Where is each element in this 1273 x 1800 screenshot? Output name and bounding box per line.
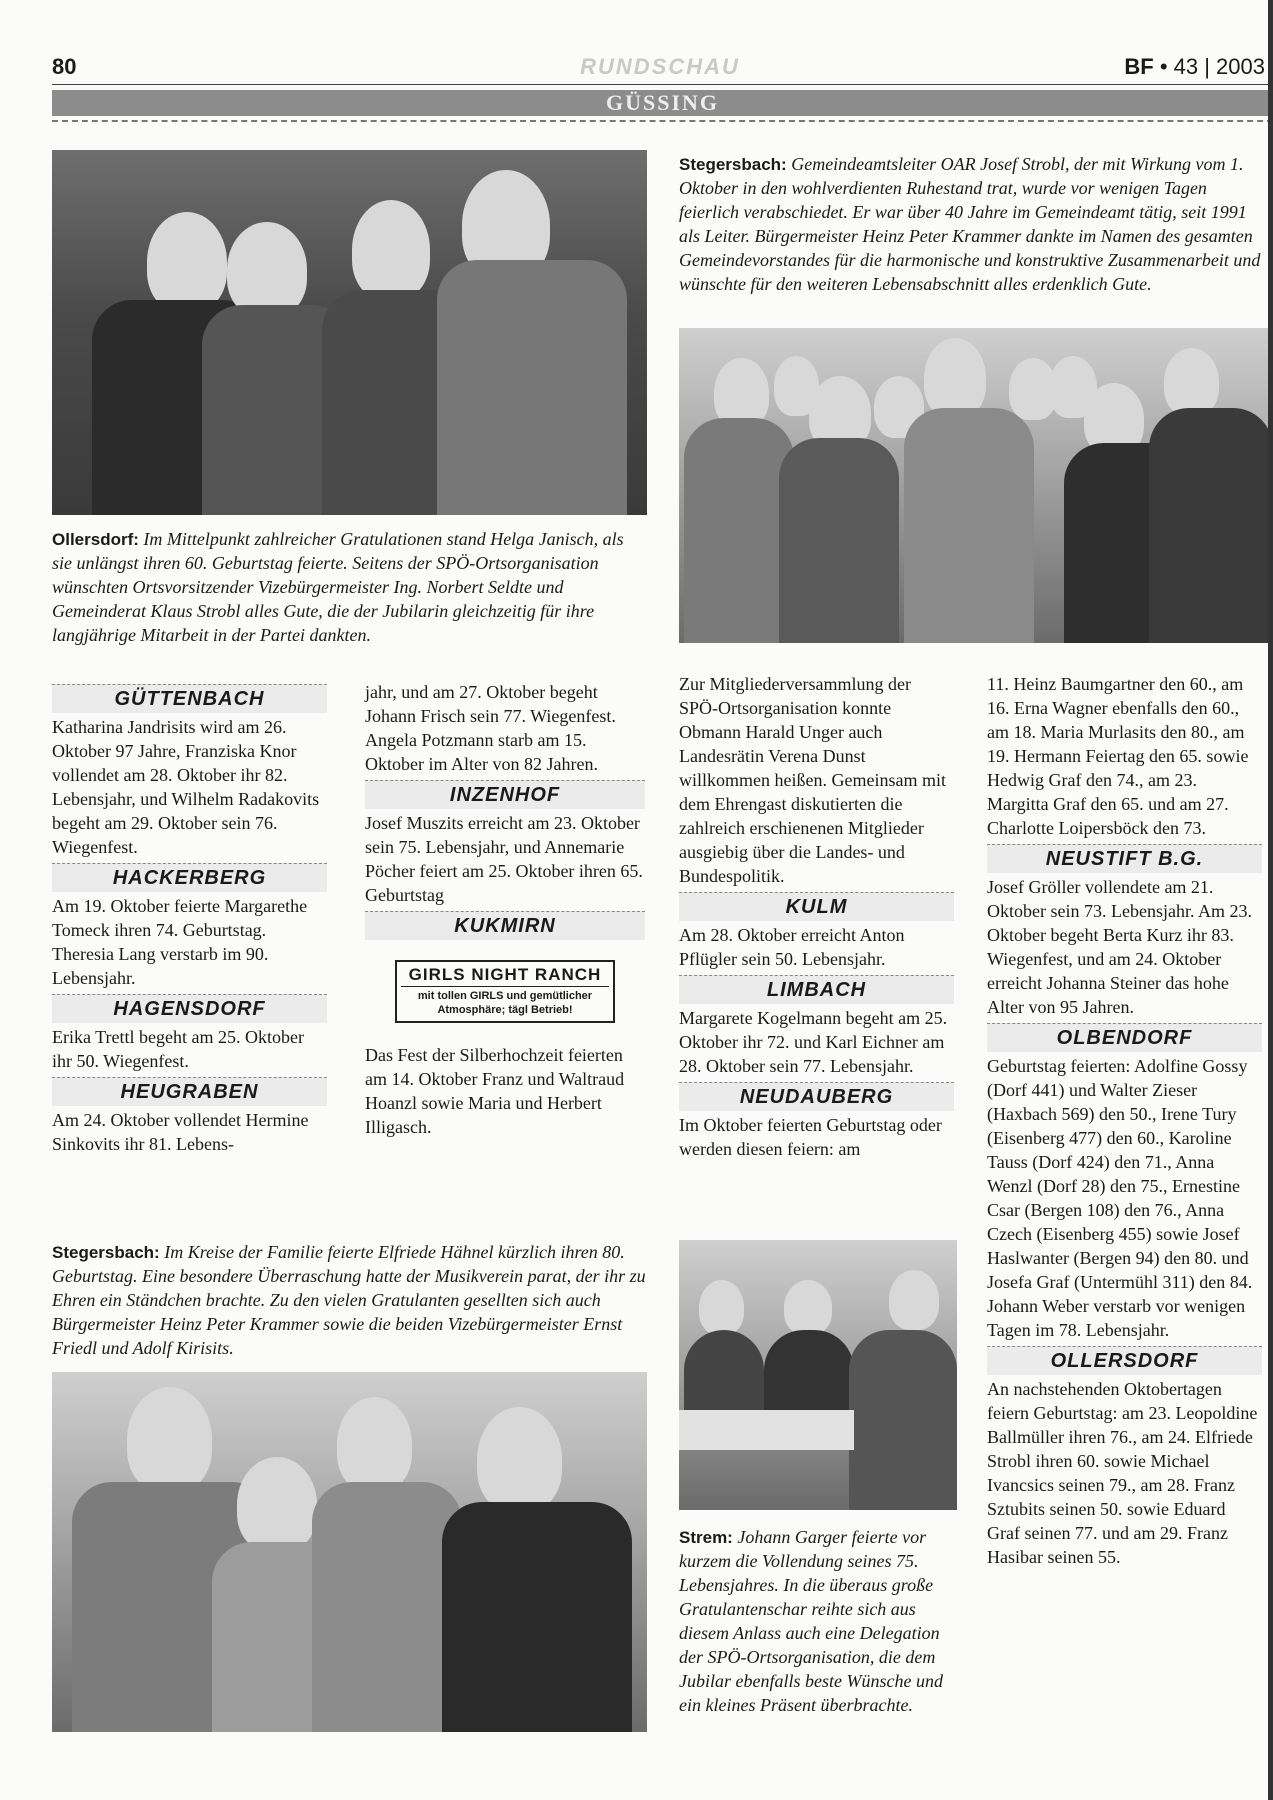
header-rule <box>52 84 1273 85</box>
news-guettenbach: Katharina Jandrisits wird am 26. Oktober 97 Jahre, Franziska Knor vollendet am 28. Oktober ihr 82. Lebensjahr, und Wilhelm Radakovits begeht am 29. Oktober sein 76. Wiegenfest. <box>52 717 320 857</box>
page-number: 80 <box>52 54 77 79</box>
heading-hagensdorf: HAGENSDORF <box>52 994 327 1023</box>
news-olbendorf-2: Johann Weber verstarb vor wenigen Tagen im 78. Lebensjahr. <box>987 1296 1246 1340</box>
caption-text: Johann Garger feierte vor kurzem die Vollendung seines 75. Lebensjahres. In die überaus große Gratulantenschar reihte sich aus diesem Anlass auch eine Delegation der SPÖ-Ortsorganisation, die dem Jubilar ebenfalls beste Wünsche und ein kleines Präsent überbrachte. <box>679 1527 943 1715</box>
news-inzenhof: Josef Muszits erreicht am 23. Oktober sein 75. Lebensjahr, und Annemarie Pöcher feiert am 25. Oktober ihren 65. Geburtstag <box>365 813 643 905</box>
caption-ollersdorf <box>52 527 647 647</box>
news-hackerberg-2: Theresia Lang verstarb im 90. Lebensjahr. <box>52 944 269 988</box>
caption-stegersbach-1 <box>679 152 1264 296</box>
caption-place: Stegersbach: <box>52 1243 160 1262</box>
news-limbach: Margarete Kogelmann begeht am 25. Oktober ihr 72. und Karl Eichner am 28. Oktober sein 77. Lebensjahr. <box>679 1008 948 1076</box>
heading-inzenhof: INZENHOF <box>365 780 645 809</box>
photo-strem <box>679 1240 957 1510</box>
heading-kukmirn: KUKMIRN <box>365 911 645 940</box>
ad-title: GIRLS NIGHT RANCH <box>401 964 609 987</box>
caption-place: Stegersbach: <box>679 155 787 174</box>
news-heugraben-2: Angela Potzmann starb am 15. Oktober im Alter von 82 Jahren. <box>365 730 598 774</box>
column-3 <box>679 672 954 1161</box>
news-olbendorf: Geburtstag feierten: Adolfine Gossy (Dorf 441) und Walter Zieser (Haxbach 569) den 50., Irene Tury (Eisenberg 477) den 60., Karoline Tauss (Dorf 424) den 71., Anna Wenzl (Dorf 28) den 75., Ernestine Csar (Bergen 108) den 76., Anna Czech (Eisenberg 455) sowie Josef Haslwanter (Bergen 94) den 80. und Josefa Graf (Untermühl 311) den 84. <box>987 1056 1253 1292</box>
news-neudauberg-cont: 11. Heinz Baumgartner den 60., am 16. Erna Wagner ebenfalls den 60., am 18. Maria Murlasits den 80., am 19. Hermann Feiertag den 65. sowie Hedwig Graf den 74., am 23. Margitta Graf den 65. und am 27. Charlotte Loipersböck den 73. <box>987 674 1249 838</box>
news-heugraben: Am 24. Oktober vollendet Hermine Sinkovits ihr 81. Lebens- <box>52 1110 309 1154</box>
ad-line-1: mit tollen GIRLS und gemütlicher <box>417 990 593 1002</box>
news-heugraben-cont: jahr, und am 27. Oktober begeht Johann Frisch sein 77. Wiegenfest. <box>365 682 616 726</box>
issue-label <box>1124 54 1265 80</box>
column-2 <box>365 680 645 1139</box>
news-neustift: Josef Gröller vollendete am 21. Oktober sein 73. Lebensjahr. Am 23. Oktober begeht Berta Kurz ihr 83. Wiegenfest, und am 24. Oktober erreicht Johanna Steiner das hohe Alter von 95 Jahren. <box>987 877 1252 1017</box>
caption-text: Gemeindeamtsleiter OAR Josef Strobl, der mit Wirkung vom 1. Oktober in den wohlverdienten Ruhestand trat, wurde vor wenigen Tagen feierlich verabschiedet. Er war über 40 Jahre im Gemeindeamt tätig, seit 1991 als Leiter. Bürgermeister Heinz Peter Krammer dankte im Namen des gesamten Gemeindevorstandes für die harmonische und konstruktive Zusammenarbeit und wünschte für den weiteren Lebensabschnitt alles erdenklich Gute. <box>679 154 1261 294</box>
caption-stegersbach-2 <box>52 1240 652 1360</box>
region-title: GÜSSING <box>605 90 720 115</box>
photo-stegersbach-family <box>52 1372 647 1732</box>
photo-ollersdorf <box>52 150 647 515</box>
heading-hackerberg: HACKERBERG <box>52 863 327 892</box>
column-1 <box>52 680 327 1156</box>
caption-text: Im Kreise der Familie feierte Elfriede Hähnel kürzlich ihren 80. Geburtstag. Eine besondere Überraschung hatte der Musikverein parat, der ihr zu Ehren ein Ständchen brachte. Zu den vielen Gratulanten gesellten sich auch Bürgermeister Heinz Peter Krammer sowie die beiden Vizebürgermeister Ernst Friedl und Adolf Kirisits. <box>52 1242 646 1358</box>
heading-ollersdorf: OLLERSDORF <box>987 1346 1262 1375</box>
ad-line-2: Atmosphäre; tägl Betrieb! <box>437 1004 573 1016</box>
heading-olbendorf: OLBENDORF <box>987 1023 1262 1052</box>
heading-neustift: NEUSTIFT B.G. <box>987 844 1262 873</box>
news-kukmirn: Das Fest der Silberhochzeit feierten am 14. Oktober Franz und Waltraud Hoanzl sowie Maria und Herbert Illigasch. <box>365 1045 625 1137</box>
issue-number: • 43 | 2003 <box>1159 54 1265 79</box>
heading-guettenbach: GÜTTENBACH <box>52 684 327 713</box>
dashed-rule <box>52 120 1273 122</box>
heading-neudauberg: NEUDAUBERG <box>679 1082 954 1111</box>
caption-place: Ollersdorf: <box>52 530 139 549</box>
heading-kulm: KULM <box>679 892 954 921</box>
magazine-title: RUNDSCHAU <box>580 54 740 79</box>
heading-heugraben: HEUGRABEN <box>52 1077 327 1106</box>
news-hagensdorf: Erika Trettl begeht am 25. Oktober ihr 50. Wiegenfest. <box>52 1027 304 1071</box>
column-4 <box>987 672 1262 1569</box>
news-ollersdorf: An nachstehenden Oktobertagen feiern Geburtstag: am 23. Leopoldine Ballmüller ihren 76., am 24. Elfriede Strobl ihren 60. sowie Michael Ivancsics seinen 79., am 28. Franz Sztubits seinen 50. sowie Eduard Graf seinen 77. und am 29. Franz Hasibar seinen 55. <box>987 1379 1258 1567</box>
heading-limbach: LIMBACH <box>679 975 954 1004</box>
region-bar <box>52 90 1273 116</box>
news-neudauberg: Im Oktober feierten Geburtstag oder werden diesen feiern: am <box>679 1115 942 1159</box>
news-hackerberg: Am 19. Oktober feierte Margarethe Tomeck ihren 74. Geburtstag. <box>52 896 308 940</box>
photo-stegersbach-group <box>679 328 1273 643</box>
news-kulm: Am 28. Oktober erreicht Anton Pflügler sein 50. Lebensjahr. <box>679 925 905 969</box>
caption-place: Strem: <box>679 1528 733 1547</box>
page-edge-shadow <box>1268 0 1273 1800</box>
caption-text: Im Mittelpunkt zahlreicher Gratulationen stand Helga Janisch, als sie unlängst ihren 60. Geburtstag feierte. Seitens der SPÖ-Ortsorganisation wünschten Ortsvorsitzender Vizebürgermeister Ing. Norbert Seldte und Gemeinderat Klaus Strobl alles Gute, die der Jubilarin gleichzeitig für ihre langjährige Mitarbeit in der Partei dankten. <box>52 529 624 645</box>
news-kukmirn-cont: Zur Mitgliederversammlung der SPÖ-Ortsorganisation konnte Obmann Harald Unger auch Landesrätin Verena Dunst willkommen heißen. Gemeinsam mit dem Ehrengast diskutierten die zahlreich erschienenen Mitglieder ausgiebig über die Landes- und Bundespolitik. <box>679 674 946 886</box>
caption-strem <box>679 1525 957 1717</box>
advertisement-box <box>395 960 615 1023</box>
issue-prefix: BF <box>1124 54 1154 79</box>
